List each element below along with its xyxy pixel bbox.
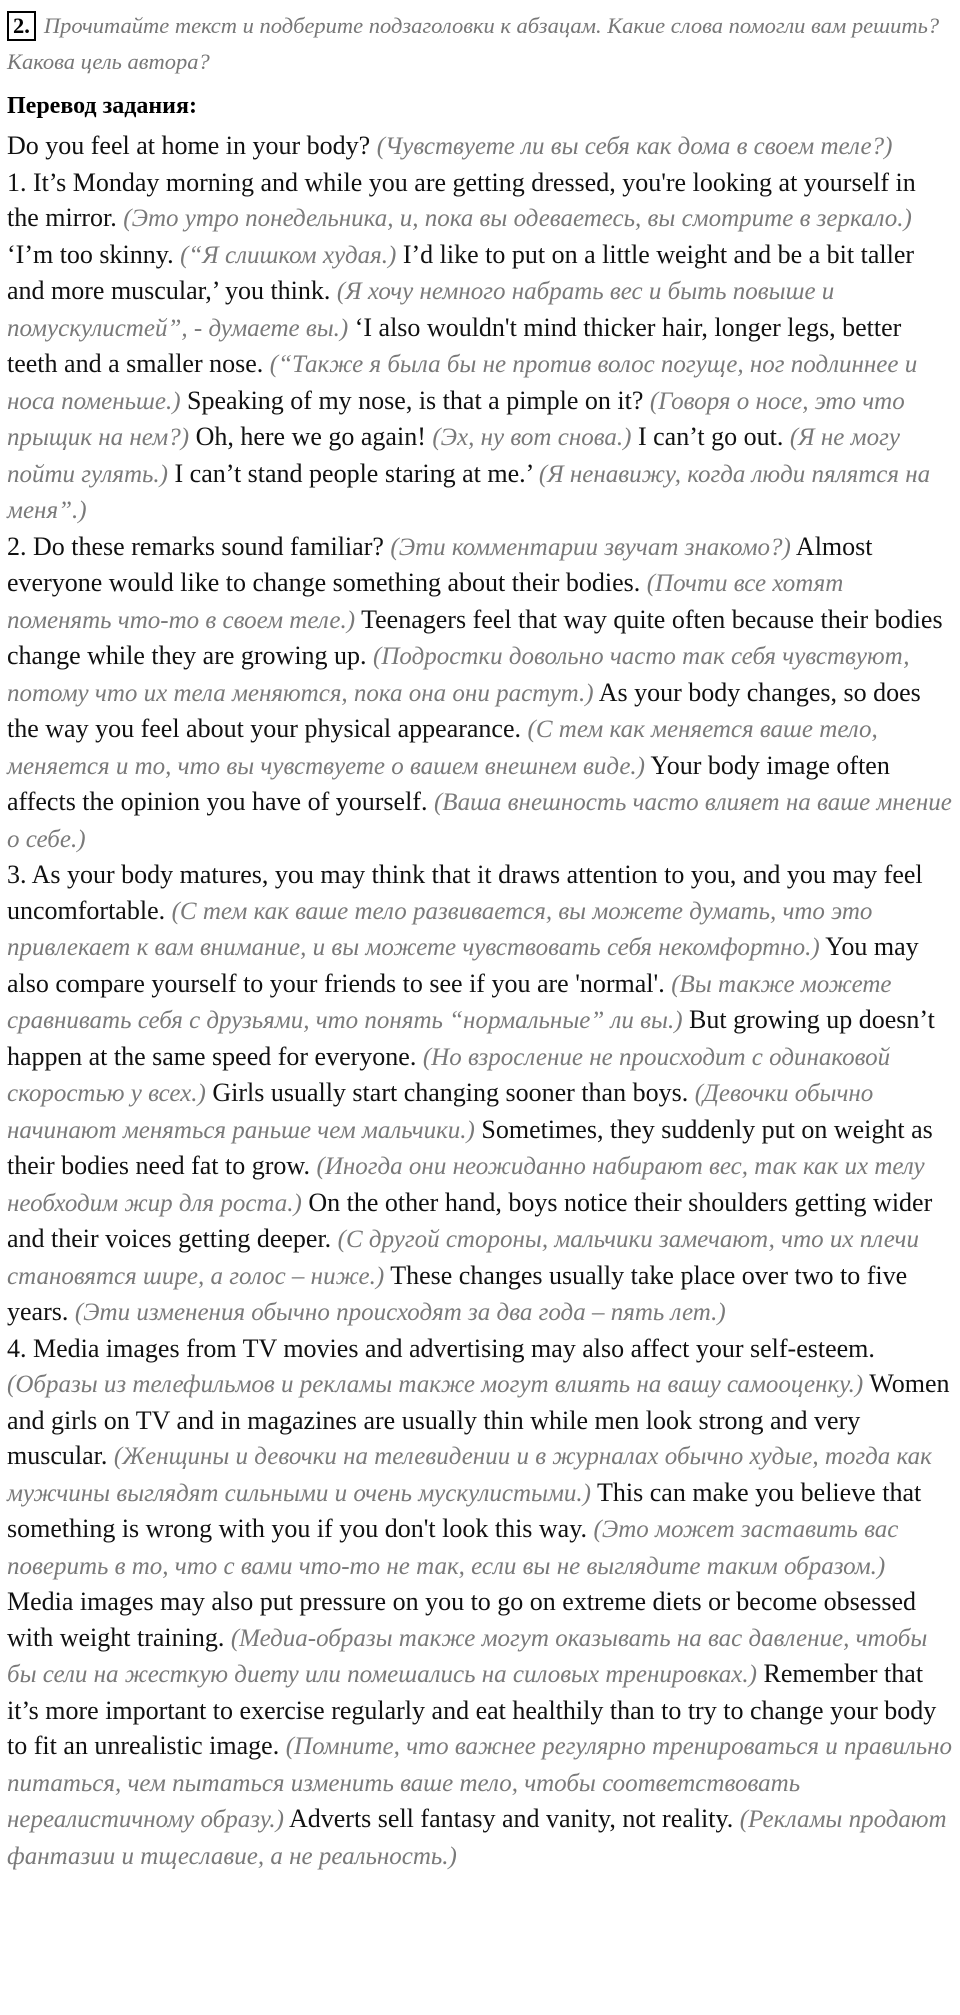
russian-translation: (Говоря о носе, это что прыщик на нем?) bbox=[7, 387, 905, 451]
russian-translation: (Чувствуете ли вы себя как дома в своем теле?) bbox=[376, 133, 893, 160]
task-text: Прочитайте текст и подберите подзаголовки к абзацам. Какие слова помогли вам решить? Какова цель автора? bbox=[7, 13, 940, 74]
english-sentence: Almost everyone would like to change something about their bodies. bbox=[7, 531, 873, 597]
russian-translation: (Девочки обычно начинают меняться раньше чем мальчики.) bbox=[7, 1080, 874, 1144]
english-sentence: 2. Do these remarks sound familiar? bbox=[7, 531, 391, 561]
english-sentence: Women and girls on TV and in magazines are usually thin while men look strong and very muscular. bbox=[7, 1369, 950, 1470]
russian-translation: (Рекламы продают фантазии и тщеславие, а не реальность.) bbox=[7, 1806, 947, 1870]
russian-translation: (Ваша внешность часто влияет на ваше мнение о себе.) bbox=[7, 789, 952, 853]
russian-translation: (Я ненавижу, когда люди пялятся на меня”.) bbox=[7, 460, 931, 524]
russian-translation: (Эх, ну вот снова.) bbox=[432, 424, 632, 451]
english-sentence: These changes usually take place over two to five years. bbox=[7, 1260, 908, 1326]
russian-translation: (Подростки довольно часто так себя чувствуют, потому что их тела меняются, пока она они растут.) bbox=[7, 643, 910, 707]
english-sentence: Sometimes, they suddenly put on weight as their bodies need fat to grow. bbox=[7, 1114, 933, 1180]
translation-heading: Перевод задания: bbox=[7, 93, 197, 119]
russian-translation: (“Я слишком худая.) bbox=[180, 241, 397, 269]
english-sentence: Media images may also put pressure on you to go on extreme diets or become obsessed with weight training. bbox=[7, 1587, 917, 1652]
english-sentence: I’d like to put on a little weight and be a bit taller and more muscular,’ you think. bbox=[7, 239, 915, 305]
russian-translation: (С тем как ваше тело развивается, вы можете думать, что это привлекает к вам внимание, и вы можете чувствовать себя некомфортно.) bbox=[7, 897, 873, 961]
english-sentence: Your body image often affects the opinion you have of yourself. bbox=[7, 750, 890, 816]
russian-translation: (Но взросление не происходит с одинаковой скоростью у всех.) bbox=[7, 1043, 891, 1107]
english-sentence: You may also compare yourself to your friends to see if you are 'normal'. bbox=[7, 932, 919, 998]
english-sentence: Remember that it’s more important to exercise regularly and eat healthily than to try to change your body to fit an unrealistic image. bbox=[7, 1659, 937, 1760]
russian-translation: (Я не могу пойти гулять.) bbox=[7, 424, 900, 488]
russian-translation: (С другой стороны, мальчики замечают, что их плечи становятся шире, а голос – ниже.) bbox=[7, 1226, 919, 1290]
russian-translation: (Почти все хотят поменять что-то в своем теле.) bbox=[7, 570, 844, 634]
english-sentence: As your body changes, so does the way you feel about your physical appearance. bbox=[7, 677, 921, 743]
english-sentence: On the other hand, boys notice their shoulders getting wider and their voices getting deeper. bbox=[7, 1187, 933, 1253]
english-sentence: 4. Media images from TV movies and advertising may also affect your self-esteem. bbox=[7, 1333, 875, 1363]
english-sentence: This can make you believe that something is wrong with you if you don't look this way. bbox=[7, 1477, 922, 1543]
english-sentence: But growing up doesn’t happen at the same speed for everyone. bbox=[7, 1005, 935, 1071]
russian-translation: (Иногда они неожиданно набирают вес, так как их телу необходим жир для роста.) bbox=[7, 1153, 925, 1217]
english-sentence: Teenagers feel that way quite often because their bodies change while they are growing up. bbox=[7, 604, 943, 670]
russian-translation: (Эти изменения обычно происходят за два года – пять лет.) bbox=[74, 1299, 726, 1326]
russian-translation: (Помните, что важнее регулярно тренироваться и правильно питаться, чем пытаться изменить ваше тело, чтобы соответствовать нереалистичному образу.) bbox=[7, 1733, 952, 1833]
english-sentence: Oh, here we go again! bbox=[189, 422, 433, 451]
english-sentence: Do you feel at home in your body? bbox=[7, 131, 377, 160]
russian-translation: (Медиа-образы также могут оказывать на вас давление, чтобы бы сели на жесткую диету или помешались на силовых тренировках.) bbox=[7, 1624, 928, 1688]
russian-translation: (Образы из телефильмов и рекламы также могут влиять на вашу самооценку.) bbox=[7, 1371, 864, 1398]
russian-translation: (Это может заставить вас поверить в то, что с вами что-то не так, если вы не выглядите таким образом.) bbox=[7, 1516, 899, 1580]
bilingual-text bbox=[7, 128, 952, 1874]
english-sentence: Adverts sell fantasy and vanity, not reality. bbox=[283, 1804, 740, 1833]
english-sentence: Girls usually start changing sooner than boys. bbox=[205, 1078, 695, 1107]
task-instruction bbox=[7, 8, 952, 79]
english-sentence: I can’t go out. bbox=[631, 422, 790, 451]
russian-translation: (Я хочу немного набрать вес и быть повыше и помускулистей”, - думаете вы.) bbox=[7, 278, 835, 342]
english-sentence: ‘I’m too skinny. bbox=[7, 239, 181, 269]
russian-translation: (Вы также можете сравнивать себя с друзьями, что понять “нормальные” ли вы.) bbox=[7, 970, 892, 1034]
english-sentence: Speaking of my nose, is that a pimple on it? bbox=[180, 385, 650, 415]
english-sentence: 1. It’s Monday morning and while you are getting dressed, you're looking at yourself in the mirror. bbox=[7, 167, 916, 232]
russian-translation: (Женщины и девочки на телевидении и в журналах обычно худые, тогда как мужчины выглядят сильными и очень мускулистыми.) bbox=[7, 1443, 932, 1507]
task-number: 2. bbox=[7, 11, 36, 41]
russian-translation: (Это утро понедельника, и, пока вы одеваетесь, вы смотрите в зеркало.) bbox=[123, 205, 912, 232]
russian-translation: (С тем как меняется ваше тело, меняется и то, что вы чувствуете о вашем внешнем виде.) bbox=[7, 716, 878, 780]
english-sentence: ‘I also wouldn't mind thicker hair, longer legs, better teeth and a smaller nose. bbox=[7, 312, 902, 378]
english-sentence: 3. As your body matures, you may think that it draws attention to you, and you may feel uncomfortable. bbox=[7, 860, 923, 925]
english-sentence: I can’t stand people staring at me.’ bbox=[168, 458, 539, 488]
russian-translation: (Эти комментарии звучат знакомо?) bbox=[390, 533, 791, 561]
russian-translation: (“Также я была бы не против волос погуще, ног подлиннее и носа поменьше.) bbox=[7, 351, 918, 415]
